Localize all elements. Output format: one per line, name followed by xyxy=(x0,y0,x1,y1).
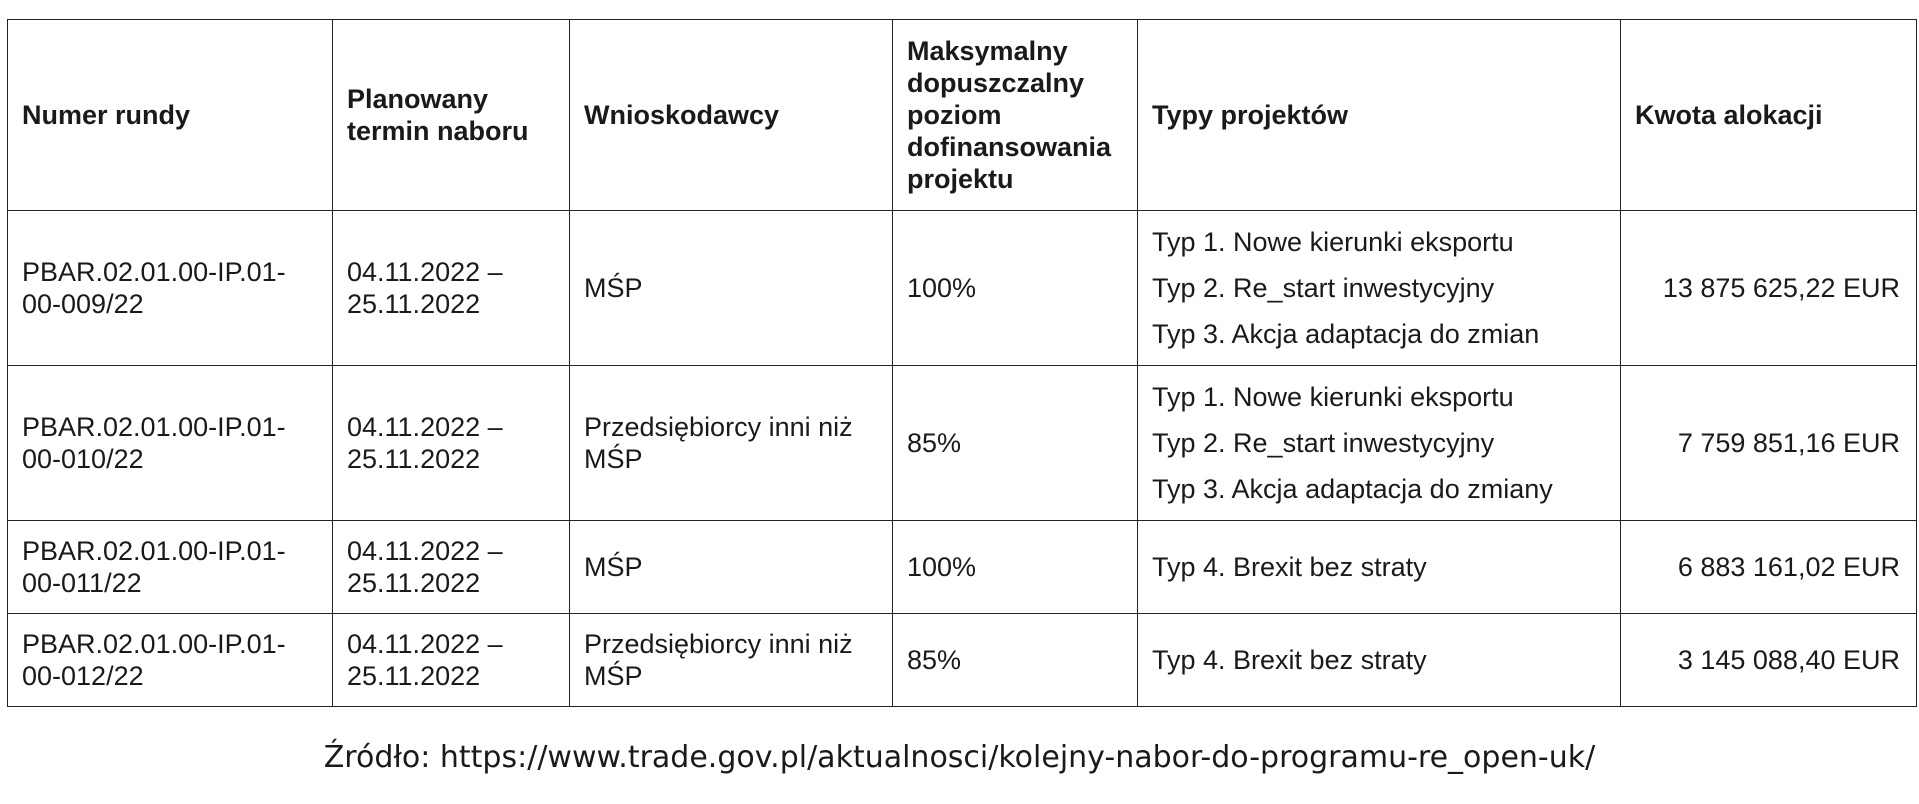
cell-termin: 04.11.2022 – 25.11.2022 xyxy=(333,366,570,521)
cell-typy xyxy=(1138,614,1621,707)
source-caption: Źródło: https://www.trade.gov.pl/aktualnosci/kolejny-nabor-do-programu-re_open-uk/ xyxy=(323,740,1596,775)
table-row xyxy=(8,366,1917,521)
cell-kwota: 13 875 625,22 EUR xyxy=(1621,211,1917,366)
header-numer-rundy: Numer rundy xyxy=(8,20,333,211)
allocation-table xyxy=(7,19,1917,707)
typ-item: Typ 3. Akcja adaptacja do zmian xyxy=(1152,319,1540,349)
table-row xyxy=(8,521,1917,614)
typ-item: Typ 1. Nowe kierunki eksportu xyxy=(1152,382,1514,412)
typ-item: Typ 4. Brexit bez straty xyxy=(1152,552,1427,582)
cell-wnioskodawcy: Przedsiębiorcy inni niż MŚP xyxy=(570,366,893,521)
table-row xyxy=(8,211,1917,366)
cell-typy xyxy=(1138,521,1621,614)
cell-typy xyxy=(1138,366,1621,521)
allocation-table-container xyxy=(7,19,1916,707)
cell-kwota: 7 759 851,16 EUR xyxy=(1621,366,1917,521)
table-header-row xyxy=(8,20,1917,211)
cell-wnioskodawcy: MŚP xyxy=(570,211,893,366)
cell-poziom: 100% xyxy=(893,521,1138,614)
header-planowany-termin: Planowany termin naboru xyxy=(333,20,570,211)
cell-numer: PBAR.02.01.00-IP.01-00-012/22 xyxy=(8,614,333,707)
typ-item: Typ 1. Nowe kierunki eksportu xyxy=(1152,227,1514,257)
typ-item: Typ 4. Brexit bez straty xyxy=(1152,645,1427,675)
header-kwota-alokacji: Kwota alokacji xyxy=(1621,20,1917,211)
typ-item: Typ 2. Re_start inwestycyjny xyxy=(1152,428,1495,458)
cell-kwota: 3 145 088,40 EUR xyxy=(1621,614,1917,707)
header-wnioskodawcy: Wnioskodawcy xyxy=(570,20,893,211)
cell-termin: 04.11.2022 – 25.11.2022 xyxy=(333,521,570,614)
cell-poziom: 100% xyxy=(893,211,1138,366)
cell-wnioskodawcy: MŚP xyxy=(570,521,893,614)
cell-kwota: 6 883 161,02 EUR xyxy=(1621,521,1917,614)
cell-typy xyxy=(1138,211,1621,366)
typ-item: Typ 3. Akcja adaptacja do zmiany xyxy=(1152,474,1553,504)
cell-wnioskodawcy: Przedsiębiorcy inni niż MŚP xyxy=(570,614,893,707)
header-typy-projektow: Typy projektów xyxy=(1138,20,1621,211)
cell-termin: 04.11.2022 – 25.11.2022 xyxy=(333,211,570,366)
cell-poziom: 85% xyxy=(893,366,1138,521)
typ-item: Typ 2. Re_start inwestycyjny xyxy=(1152,273,1495,303)
header-poziom-dofinansowania: Maksymalny dopuszczalny poziom dofinansowania projektu xyxy=(893,20,1138,211)
cell-numer: PBAR.02.01.00-IP.01-00-011/22 xyxy=(8,521,333,614)
table-row xyxy=(8,614,1917,707)
cell-termin: 04.11.2022 – 25.11.2022 xyxy=(333,614,570,707)
cell-poziom: 85% xyxy=(893,614,1138,707)
cell-numer: PBAR.02.01.00-IP.01-00-010/22 xyxy=(8,366,333,521)
cell-numer: PBAR.02.01.00-IP.01-00-009/22 xyxy=(8,211,333,366)
